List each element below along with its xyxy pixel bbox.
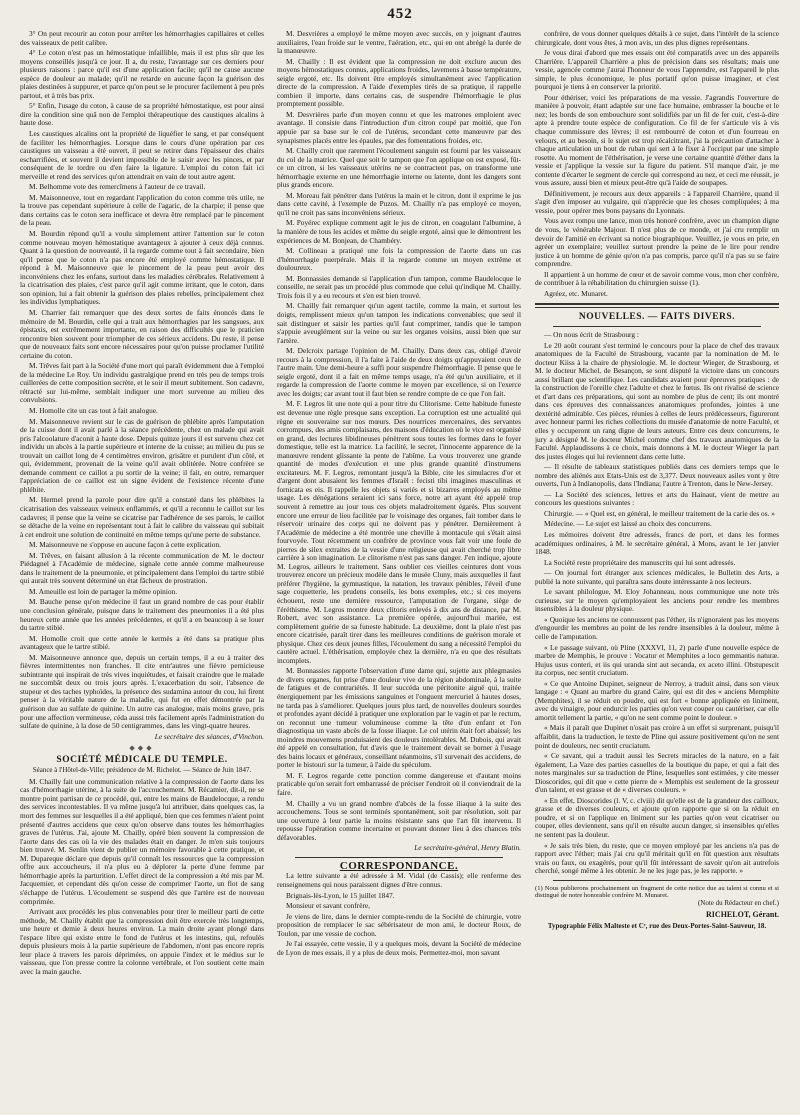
paragraph: M. Chailly croit que rarement l'écoulement sanguin est fourni par les vaisseaux du col de la matrice. Quel que soit le tampon que l'on applique on est exposé, fût-ce un citron, si les vaisseaux utérins ne se contractent pas, on transforme une hémorrhagie externe en une hémorrhagie interne ou latente, dont les dangers sont plus grands encore. — [277, 146, 521, 190]
paragraph: Je l'ai essayée, cette vessie, il y a quelques mois, devant la Société de médecine de Lyon de mes essais, il y a plus de deux mois. Permettez-moi, mon savant — [277, 939, 521, 957]
paragraph: M. Bonnassies demande si l'application d'un tampon, comme Baudelocque le conseille, ne serait pas un procédé plus commode que celui qu'indique M. Chailly. Trois fois il y a eu recours et s'en est bien trouvé. — [277, 273, 521, 300]
paragraph: M. Delcroix partage l'opinion de M. Chailly. Dans deux cas, obligé d'avoir recours à la compression, il l'a faite à l'aide de deux doigts qu'appuyaient ceux de l'autre main. Une demi-heure a suffi pour suspendre l'hémorrhagie. Il pense que le seigle ergoté, dont il a fait en même temps usage, n'a été qu'un auxiliaire, et il regarde la compression de l'aorte comme le moyen par excellence, si on l'exerce avec les doigts; car avant tout il faut bien se rendre compte de ce que l'on fait. — [277, 346, 521, 398]
paragraph: M. Maisonneuve, tout en regardant l'application du coton comme très utile, ne la trouve pas cependant supérieure à celle de l'agaric, de la charpie; il pense que dans certains cas le coton sera inefficace et devra être remplacé par le pincement de la peau. — [20, 192, 264, 228]
paragraph: — On nous écrit de Strasbourg : — [544, 329, 639, 339]
paragraph: M. Chailly fait remarquer qu'un agent tactile, comme la main, et surtout les doigts, remplissent mieux qu'un tampon les indications convenables; que seul il sait distinguer et saisir les parties qu'il faut comprimer, tandis que le tampon s'appuie aveuglément sur la veine ou sur les organes voisins, aussi bien que sur l'artère. — [277, 301, 521, 345]
paragraph: — On journal fort étranger aux sciences médicales, le Bulletin des Arts, a publié la note suivante, qui paraîtra sans doute intéressante à nos lecteurs. — [535, 568, 779, 586]
divider — [295, 857, 503, 858]
footnote-signature: (Note du Rédacteur en chef.) — [697, 898, 779, 907]
paragraph: M. Maisonneuve annonce que, depuis un certain temps, il a eu à traiter des fièvres intermittentes non franches. Il cite entr'autres une fièvre pernicieuse subintrante qui inspirait de très vives inquiétudes, et faisait craindre que le malade ne succombât deux ou trois jours après. L'exacerbation du soir, l'absence de stupeur et des taches typhoïdes, la présence des sudamina autour du cou, lui firent penser à la véritable nature de la maladie, qui fut en effet démontrée par la guérison due au sulfate de quinine. Un autre cas analogue, mais moins grave, pris pour une affection vermineuse, céda aussi très facilement après l'administration du sulfate de quinine, à la dose de 50 centigrammes, dans les vingt-quatre heures. — [20, 652, 264, 731]
column-2-paragraphs — [277, 30, 521, 842]
paragraph: « Mais il paraît que Dupinet n'osait pas croire à un effet si surprenant, puisqu'il affaiblit, dans la traduction, le texte de Pline qui assure positivement qu'on ne sent point de douleurs, nec sentit cruciatum. — [535, 723, 779, 750]
paragraph: M. Homolle croit que cette année le kermès a été dans sa pratique plus avantageux que le tartre stibié. — [20, 633, 264, 652]
column-2 — [277, 30, 521, 1098]
signature-blatin: Le secrétaire-général, Henry Blatin. — [414, 843, 521, 853]
paragraph: La lettre suivante a été adressée à M. Vidal (de Cassis); elle renferme des renseignemens qui nous paraissent dignes d'être connus. — [277, 871, 521, 889]
paragraph: — La Société des sciences, lettres et arts du Hainaut, vient de mettre au concours les questions suivantes : — [535, 489, 779, 508]
paragraph: M. Moreau fait pénétrer dans l'utérus la main et le citron, dont il exprime le jus dans cette cavité, à l'exemple de Puzos. M. Chailly n'a pas employé ce moyen, qu'il ne croit pas sans inconvéniens sérieux. — [277, 190, 521, 217]
paragraph: M. Desvrières parle d'un moyen connu et que les matrones emploient avec avantage. Il consiste dans l'introduction d'un citron coupé par moitié, que l'on appuie par sa base sur le col de l'utérus, secondant cette manœuvre par des synapismes placés entre les épaules, par des fomentations froides, etc. — [277, 109, 521, 145]
paragraph: M. Trêves fait part à la Société d'une mort qui paraît évidemment due à l'emploi de la médecine Le Roy. Un individu gastralgique prend en très peu de temps trois cuillerées de cette composition secrète, et le soir il meurt subitement. Son cadavre, rétracté sur lui-même, semblait indiquer une mort survenue au milieu des convulsions. — [20, 361, 264, 405]
paragraph: Je viens de lire, dans le dernier compte-rendu de la Société de chirurgie, votre proposition de remplacer le sac sébérisateur de mon ami, le docteur Roux, de Toulon, par une vessie de cochon. — [277, 911, 521, 938]
paragraph: « Ce savant, qui a traduit aussi les Secrets miracles de la nature, en a fait également, La Vaze des parties casuelles de la boutique du pape, et qui a fait des notes marginales sur sa traduction de Pline, lesquelles sont estimées, y cite messer Dioscorides, qui dit que « cette pierre de « Memphis est seulement de la grosseur d'un talent, et est grasse et de « diverses couleurs. » — [535, 751, 779, 795]
column-3 — [535, 30, 779, 1098]
paragraph: M. Charrier fait remarquer que des deux sortes de faits énoncés dans le mémoire de M. Bourdin, celle qui a trait aux hémorrhagies par les sangsues, aux épistaxis, est extrêmement importante, en raison des difficultés que le praticien rencontre bien souvent pour triompher de ces sérieux accidens. Du reste, il pense que de nouveaux faits sont encore nécessaires pour qu'on puisse proclamer l'utilité certaine du coton. — [20, 307, 264, 360]
paragraph: Les mémoires doivent être adressés, francs de port, et dans les formes académiques ordinaires, à M. le secrétaire général, à Mons, avant le 1er janvier 1848. — [535, 529, 779, 557]
paragraph: Le savant philologue, M. Eloy Johanneau, nous communique une note très curieuse, sur le moyen qu'employaient les anciens pour rendre les membres insensibles à la douleur physique. — [535, 587, 779, 614]
column-2-paragraphs-2 — [277, 872, 521, 957]
paragraph: M. Trêves, en faisant allusion à la récente communication de M. le docteur Piédagnel à l'Académie de médecine, signale cette année comme malheureuse dans le traitement de la pneumonie, et principalement dans l'emploi du tartre stibié qui aurait très souvent déterminé un état fâcheux de prostration. — [20, 550, 264, 586]
paragraph: confrère, de vous donner quelques détails à ce sujet, dans l'intérêt de la science chirurgicale, dont vous êtes, à mon avis, un des plus dignes représentans. — [535, 30, 779, 47]
paragraph: Je vous dirai d'abord que mes essais ont été comparatifs avec un des appareils Charrière. L'appareil Charrière a plus de précision dans ses résultats; mais une vessie, agencée comme j'aurai l'honneur de vous l'apprendre, est l'appareil le plus simple, le plus économique, le plus portatif qu'on puisse imaginer, et c'est pourquoi je tiens à en conserver la priorité. — [535, 48, 779, 92]
paragraph: 4° Le coton n'est pas un hémostatique infaillible, mais il est plus sûr que les moyens conseillés jusqu'à ce jour. Il a, du reste, l'avantage sur ces derniers pour plusieurs raisons : parce qu'il est d'une application facile; qu'il ne cause aucune espèce de douleur au malade; qu'il ne retarde en aucune façon la guérison des plaies destinées à suppurer, et parce qu'on peut se le procurer facilement à peu près partout, et à très bas prix. — [20, 48, 264, 100]
paragraph: Brignais-lès-Lyon, le 15 juillet 1847. — [286, 890, 395, 900]
paragraph: M. Homolle cite un cas tout à fait analogue. — [29, 405, 158, 415]
signature-vinchon: Le secrétaire des séances, d'Vinchon. — [154, 731, 264, 741]
paragraph: « Quoique les anciens ne connussent pas l'éther, ils n'ignoraient pas les moyens d'engourdir les membres au point de les rendre insensibles à la douleur, même à celle de l'amputation. — [535, 614, 779, 641]
section-title-societe-temple: SOCIÉTÉ MÉDICALE DU TEMPLE. — [56, 754, 228, 765]
paragraph: M. F. Legros lit une note qui a pour titre du Clitorisme. Cette habitude funeste est devenue une règle presque sans exception. La corruption est une actualité qui règne en souveraine sur nos mœurs. Des nourrices mercenaires, des servantes corrompues, des amis complaisans, des maisons d'éducation où le vice est organisé en grand, des lectures libidineuses pénètrent sous toutes les formes dans le foyer domestique, telle est la matrice. La facilité, le secret, l'innocente apparence de la manœuvre rendent glissante la pente de l'abîme. La vous trouverez une grande quantité de modes d'exécution et une plus grande quantité d'instrumens excitateurs. M. F. Legros, remontant jusqu'à la Bible, cite les simulacres d'or et d'argent dont abusaient les femmes d'Israël : fecisti tibi imagines masculinas et fornicata es eis. Il rappelle les objets si variés et si bizarres employés au même usage. Les dénégations seraient ici sans force, notre art ayant été appelé trop souvent à remettre au jour tous ces objets maladroitement égarés. Plus souvent encore une erreur de lieu facilitée par le voisinage des organes, fait tomber dans le réservoir urinaire des corps qui ne doivent pas y pénétrer. Dernièrement à l'Académie de médecine a été montrée une cheville à montacule qui s'était ainsi fourvoyée. Tout récemment un confrère de province vous fait voir une foule de pierres de silex extraites de la vessie d'une religieuse qui avait cherché trop libre carrière à son imagination. Le clitorisme n'est pas sans danger. J'en indique, ajoute M. Legros, ailleurs le traitement. Sans oublier ces vieilles ceintures dont vous trouverez encore un précieux modèle dans le musée Cluny, mais auxquelles il faut préférer l'hygiène, la gymnastique, la natation, les travaux pénibles, l'éveil d'une sage coquetterie, les prudens conseils, les bons exemples, etc.; si ces moyens échouent, reste une dernière ressource, l'amputation de l'organe, siège de l'éréthisme. M. Legros montre deux clitoris enlevés à dix ans de distance, par M. Robert, avec son assistance. La première opérée, aujourd'hui mariée, est complètement guérie de sa funeste habitude. La deuxième, dont la plaie n'est pas encore cicatrisée, paraît tirer dans les meilleures conditions de guérison morale et physique. Chez ces deux jeunes filles, l'écoulement du sang a nécessité l'emploi du cautère actuel. L'éthérisation, employée chez la dernière, n'a eu que des résultats incomplets. — [277, 399, 521, 665]
paragraph: M. Poyérec explique comment agit le jus de citron, en coagulant l'albumine, à la manière de tous les acides et même du seigle ergoté, ainsi que le démontrent les expériences de M. Bonjean, de Chambéry. — [277, 218, 521, 245]
column-3-paragraphs — [535, 30, 779, 298]
paragraph: 5° Enfin, l'usage du coton, à cause de sa propriété hémostatique, est pour ainsi dire la condition sine quâ non de l'emploi thérapeutique des caustiques alcalins à haute dose. — [20, 101, 264, 128]
paragraph: « Ce que Antoine Dupinet, seigneur de Nerroy, a traduit ainsi, dans son vieux langage : « Quant au marbre du grand Caire, qui est dit des « anciens Memphite (Memphites), il se réduit en poudre, qui est fort « bonne appliquée en liniment, avec du vinaigre, pour endurcir les parties qu'on veut couper ou cautériser, car elle amortit tellement la partie, « qu'on ne sent comme point le douleur. » — [535, 678, 779, 722]
paragraph: Arrivant aux procédés les plus convenables pour tirer le meilleur parti de cette méthode, M. Chailly établit que la compression doit être exercée très longtemps, une heure et demie à deux heures environ. La main droite ayant plongé dans l'espace libre qui existe entre le fond de l'utérus et les intestins, qui, refoulés depuis plusieurs mois à la partie supérieure de l'abdomen, n'ont pas encore repris leur place à travers les parois déprimées, on appuie l'index et le médius sur le vaisseau, que l'on presse contre la colonne vertébrale, et l'on soutient cette main avec la main gauche. — [20, 907, 264, 976]
paragraph: Les caustiques alcalins ont la propriété de liquéfier le sang, et par conséquent de faciliter les hémorrhagies. Lorsque dans le cours d'une opération par ces caustiques un vaisseau a été ouvert, il peut se retirer dans l'épaisseur des chairs escharrifiées, et souvent il devient impossible de le saisir avec les pinces, et par conséquent de le tordre ou d'en faire la ligature. L'emploi du coton fait ici merveille et rend des services qu'on attendrait en vain de tout autre agent. — [20, 129, 264, 181]
column-1-paragraphs-2 — [20, 778, 264, 977]
paragraph: M. Collineau a pratiqué une fois la compression de l'aorte dans un cas d'hémorrhagie puerpérale. Mais il la regarde comme un moyen extrême et douloureux. — [277, 246, 521, 273]
paragraph: M. Chailly fait une communication relative à la compression de l'aorte dans les cas d'hémorrhagie utérine, à la suite de l'accouchement. M. Récamier, dit-il, ne se montre point partisan de ce procédé, qui, entre les mains de Baudelocque, a rendu des services incontestables. Il va même jusqu'à lui attribuer, dans quelques cas, la mort des femmes sur lesquelles il a été appliqué, bien que ces femmes n'aient point présenté d'autres accidens que ceux qu'on observe dans toutes les hémorrhagies graves de l'utérus. J'ai, ajoute M. Chailly, opéré bien souvent la compression de l'aorte dans des cas où la vie des malades était en danger. Je m'en suis toujours bien trouvé. M. Senlin vient de publier un mémoire favorable à cette pratique, et M. Dupareque déclare que depuis qu'il connaît les ressources que la compression offre aux accoucheurs, il n'a plus eu à déplorer la perte d'une femme par hémorrhagie après la parturition. L'effet direct de la compression a été mis par M. Jacquemier, et cependant dès qu'on cesse de comprimer l'aorte, un flot de sang s'échappe de l'utérus. L'écoulement se suspend dès que l'artère est de nouveau comprimée. — [20, 776, 264, 906]
paragraph: Définitivement, je recours aux deux appareils : à l'appareil Charrière, quand il s'agit d'en imposer au vulgaire, qui n'apprécie que les choses compliquées; à ma vessie, pour opérer mes bons paysans du Lyonnais. — [535, 188, 779, 215]
printer-line: Typographie Félix Malteste et Cᵉ, rue des Deux-Portes-Saint-Sauveur, 18. — [547, 922, 767, 931]
divider — [553, 326, 761, 327]
paragraph: M. Maisonneuve revient sur le cas de guérison de phlébite après l'amputation de la cuisse dont il avait parlé à la séance précédente, chez un malade qui avait pris l'alcoolature d'aconit à haute dose. Depuis quinze jours il est survenu chez cet individu un abcès à la partie supérieure et interne de la cuisse; au milieu du pus se trouvait un caillot long de 4 centimètres environ, grisâtre et purulent d'un côté, et qui, évidemment, provenait de la veine qu'il avait oblitérée. Notre confrère se demande comment ce caillot a pu sortir de la veine; il fait, en outre, remarquer l'appréciation de ce caillot est un signe évident de l'existence récente d'une phlébite. — [20, 416, 264, 494]
paragraph: M. Ameuille est loin de partager la même opinion. — [29, 586, 178, 596]
paragraph: — Il résulte de tableaux statistiques publiés dans ces derniers temps que le nombre des aliénés aux Etats-Unis est de 3,377. Deux nouveaux asiles vont y être ouverts, l'un à Indianopolis, dans l'Indiana; l'autre à Trenton, dans le New-Jersey. — [535, 462, 779, 489]
paragraph: 3° On peut recourir au coton pour arrêter les hémorrhagies capillaires et celles des vaisseaux de petit calibre. — [20, 30, 264, 47]
paragraph: « Je sais très bien, du reste, que ce moyen employé par les anciens n'a pas de rapport avec l'éther; mais j'ai cru qu'il méritait qu'il en fût question aux résultats vrais ou faux, ou exagérés, pour qu'il fût intéressant de savoir qu'on ait autrefois cherché, songé même à les obtenir. Je ne les juge pas, je les rapporte. » — [535, 840, 779, 876]
paragraph: M. Belhomme vote des remercîmens à l'auteur de ce travail. — [29, 182, 206, 192]
paragraph: Pour éthériser, voici les préparations de ma vessie. J'agrandis l'ouverture de manière à pouvoir, étant adaptée sur une face humaine, embrasser la bouche et le nez; les bords de son embouchure sont solidifiés par un fil de fer cuit, c'est-à-dire apte à prendre toute espèce de configuration. Ce fil de fer s'articule vis à vis chaque commissure des lèvres; il est rembourré de coton et d'un fourreau en velours, et au besoin, si le sujet est trop récalcitrant, j'ai la précaution d'attacher à chaque articulation un bout de ruban qui sert à le fixer à l'occiput par une simple rosette. Au moment de l'éthérisation, je verse une certaine quantité d'éther dans la vessie et j'applique la vessie sur la figure du patient. S'il manque d'air, je me contente d'écarter le segment de cercle qui correspond au nez, et ceci me réussit, je vous assure, aussi bien et mieux peut-être qu'à l'aide de soupapes. — [535, 92, 779, 188]
paragraph: Vous avez rompu une lance, mon très honoré confrère, avec un champion digne de vous, le vénérable Majour. Il n'est plus de ce monde, et j'ai cru remplir un devoir de l'amitié en écrivant sa notice biographique. Veuillez, je vous en prie, en agréer un exemplaire; veuillez surtout prendre la peine de le lire pour rendre justice à un homme de génie qu'on n'a pas compris, parce qu'il n'a pas su se faire comprendre. — [535, 216, 779, 269]
paragraph: M. Bonnassies rapporte l'observation d'une dame qui, sujette aux phlegmasies de divers organes, fut prise d'une douleur vive de la région abdominale, à la suite de fatigues et de contrariétés. Il leur succéda une péritonite aiguë qui, traitée énergiquement par les émissions sanguines et l'onguent mercuriel à hautes doses, ne tarda pas à s'améliorer. Quelques jours plus tard, de nouvelles douleurs sourdes et profondes ayant décidé à pratiquer une exploration par le vagin et par le rectum, on reconnut une tumeur volumineuse comme la tête d'un enfant et l'on diagnostiqua un vaste abcès de la fosse iliaque. Le col utérin était fort abaissé; les moindres mouvemens produisaient des douleurs intolérables. M. Dubois, qui avait été appelé en consultation, fut d'avis que le traitement devait se borner à l'usage des bains locaux et généraux, conseillant néanmoins, s'il survenait des accidens, de porter le bistouri sur la tumeur, à l'aide du spéculum. — [277, 666, 521, 770]
paragraph: Il appartient à un homme de cœur et de savoir comme vous, mon cher confrère, de contribuer à la réhabilitation du chirurgien suisse (1). — [535, 269, 779, 288]
paragraph: M. Bauche pense qu'on médecine il faut un grand nombre de cas pour établir une conclusion générale, puisque dans le traitement des pneumonies il a été plus heureux cette année que les années précédentes, et qu'il a en beaucoup à se louer du tartre stibié. — [20, 597, 264, 633]
section-title-correspondance: CORRESPONDANCE. — [339, 859, 459, 872]
separator-ornament: ◆◆◆ — [129, 744, 155, 753]
footnote-divider — [553, 880, 761, 881]
paragraph: Médecine. — Le sujet est laissé au choix des concurrens. — [544, 519, 712, 529]
footnote: (1) Nous publierons prochainement un fragment de cette notice due au talent si connu et si distingué de notre honorable confrère M. Munaret. — [535, 884, 779, 900]
paragraph: La Société reste propriétaire des manuscrits qui lui sont adressés. — [544, 557, 736, 567]
page-number: 452 — [387, 6, 413, 22]
paragraph: M. Bourdin répond qu'il a voulu simplement attirer l'attention sur le coton comme nouveau moyen hémostatique avantageux à ajouter à ceux déjà connus. Quant à la question de nouveauté, il la regarde comme tout à fait secondaire, bien qu'il pense que le coton n'a pas encore été employé comme hémostatique. Il répond à M. Maisonneuve que le pincement de la peau peut avoir des inconvéniens chez les enfans, surtout dans les maladies cérébrales. Relativement à la cicatrisation des plaies, c'est parce qu'il agit comme irritant, que le coton, dans son opinion, lui a fait obtenir la guérison des plaies rebelles, principalement chez les individus lymphatiques. — [20, 229, 264, 307]
paragraph: M. Hermel prend la parole pour dire qu'il a constaté dans les phlébites la cicatrisation des vaisseaux veineux enflammés, et qu'il a reconnu le caillot sur les cadavres; il pense que la veine se cicatrise par l'adhérence de ses parois, le caillot se détache de la veine en représentant tout à fait le calibre du vaisseau qui subitait à cet endroit une solution de continuité en même temps qu'une perte de substance. — [20, 495, 264, 539]
paragraph: M. Desvrières a employé le même moyen avec succès, en y joignant d'autres auxiliaires, l'eau froide sur le ventre, l'aération, etc., qui en ont abrégé la durée de la manœuvre. — [277, 30, 521, 56]
paragraph: Agréez, etc. Munaret. — [544, 288, 608, 298]
paragraph: M. F. Legros regarde cette ponction comme dangereuse et d'autant moins praticable qu'on serait fort embarrassé de préciser l'endroit où il conviendrait de la faire. — [277, 770, 521, 798]
paragraph: Chirurgie. — « Quel est, en général, le meilleur traitement de la carie des os. » — [544, 508, 775, 518]
paragraph: Monsieur et savant confrère, — [286, 901, 371, 911]
paragraph: M. Chailly : Il est évident que la compression ne doit exclure aucun des moyens hémostatiques connus, applications froides, lavemens à basse température, seigle ergoté, etc. Ils doivent être employés simultanément avec l'application directe de la compression. A l'aide d'exemples tirés de sa pratique, il rappelle combien il importe, dans certains cas, de suspendre l'hémorrhagie le plus promptement possible. — [277, 56, 521, 109]
paragraph: M. Maisonneuve ne s'oppose en aucune façon à cette explication. — [29, 540, 221, 550]
column-1-paragraphs — [20, 30, 264, 731]
paragraph: M. Chailly a vu un grand nombre d'abcès de la fosse iliaque à la suite des accouchemens. Tous se sont terminés spontanément, soit par résolution, soit par une ouverture à leur partie la moins résistante sans que l'art fût intervenu. Il repousse l'opération comme incertaine et pouvant donner lieu à des chances très défavorables. — [277, 798, 521, 842]
column-3-paragraphs-2 — [535, 331, 779, 876]
paragraph: « Le passage suivant, où Pline (XXXVI, 11, 2) parle d'une nouvelle espèce de marbre de Memphis, le prouve : Vocatur et Memphites a loco gemmantis naturæ. Hujus usus conteri, et iis qui uranda sint aut secanda, ex aceto illini. Obstupescit ita corpus, nec sentit cruciatum. — [535, 642, 779, 678]
section-subtitle-seance: Séance à l'Hôtel-de-Ville; présidence de M. Richelot. — Séance de Juin 1847. — [32, 766, 252, 775]
paragraph: « En effet, Dioscorides (l. V, c. clviii) dit qu'elle est de la grandeur des cailloux, grasse et de diverses couleurs, et ajoute qu'on rapporte que si on la réduit en poudre, et si on l'applique en liniment sur les parties qu'on veut cicatriser ou couper, elles deviennent, sans qu'il en résulte aucun danger, si insensibles qu'elles ne sentent pas la douleur. — [535, 795, 779, 840]
section-title-nouvelles: NOUVELLES. — FAITS DIVERS. — [578, 312, 736, 323]
double-divider — [535, 303, 779, 308]
column-1 — [20, 30, 264, 1098]
paragraph: Le 20 août courant s'est terminé le concours pour la place de chef des travaux anatomiques de la Faculté de Strasbourg, vacante par la nomination de M. le docteur Kiiss à la chaire de physiologie. M. le docteur Wieger, de Strasbourg, et M. le docteur Michel, de Besançon, se sont disputé la victoire dans un concours aussi brillant que scientifique. Les candidats avaient pour épreuves pratiques : de la construction de l'oreille chez l'adulte et chez le fœtus. Ils ont rivalisé de science et d'art dans ces préparations, qui sont au nombre de plus de cent; ils ont montré dans ces épreuves des connaissances anatomiques profondes, jointes à une dextérité admirable. Ces pièces, réunies à celles de leurs prédécesseurs, figureront avec honneur parmi les riches collections du musée d'anatomie de notre Faculté, et elles y occuperont un rang digne de leurs auteurs. Entre ces deux concurrens, le jury a désigné M. le docteur Michel comme chef des travaux anatomiques de la Faculté. Applaudissons à ce choix, mais donnons à M. le docteur Wieger la part des justes éloges qui lui reviennent dans cette lutte. — [535, 340, 779, 461]
gerant-imprint: RICHELOT, Gérant. — [706, 909, 779, 919]
